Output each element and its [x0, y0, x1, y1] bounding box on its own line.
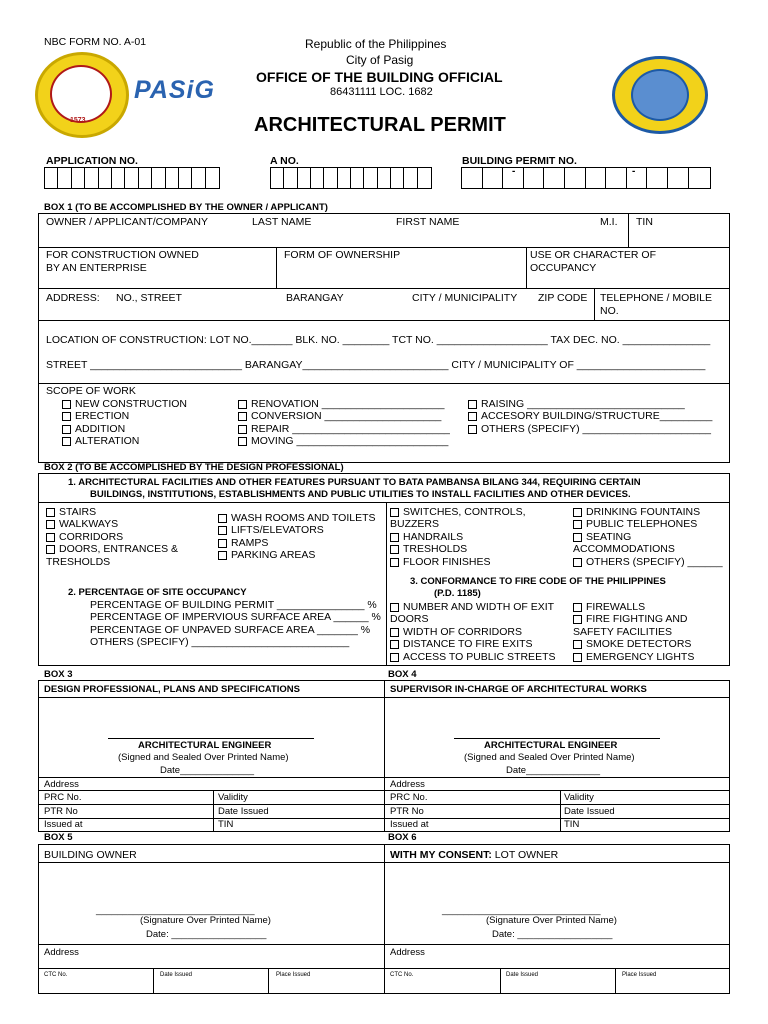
box4-issued-at[interactable]: Issued at — [390, 819, 429, 830]
checkbox-icon — [46, 508, 55, 517]
box5-label: BOX 5 — [44, 832, 73, 843]
city-text: City of Pasig — [346, 53, 414, 67]
enterprise-label-1: FOR CONSTRUCTION OWNED — [46, 249, 199, 261]
pct-unpaved[interactable]: PERCENTAGE OF UNPAVED SURFACE AREA _______ % — [90, 624, 371, 636]
ownership-label: FORM OF OWNERSHIP — [284, 249, 401, 261]
fac-doors[interactable]: DOORS, ENTRANCES & — [46, 543, 178, 555]
fac-parking[interactable]: PARKING AREAS — [218, 549, 315, 561]
fire-fighting[interactable]: FIRE FIGHTING AND — [573, 613, 688, 625]
box6-signature: (Signature Over Printed Name) — [486, 915, 617, 926]
scope-label: SCOPE OF WORK — [46, 385, 136, 397]
checkbox-icon — [390, 508, 399, 517]
checkbox-icon — [573, 558, 582, 567]
checkbox-icon — [390, 653, 399, 662]
building-permit-no-label: BUILDING PERMIT NO. — [462, 155, 577, 167]
form-number: NBC FORM NO. A-01 — [44, 36, 147, 48]
checkbox-icon — [573, 508, 582, 517]
fac-handrails[interactable]: HANDRAILS — [390, 531, 463, 543]
checkbox-icon — [46, 520, 55, 529]
checkbox-icon — [390, 640, 399, 649]
checkbox-icon — [573, 533, 582, 542]
box6-ctc[interactable]: CTC No. — [390, 972, 414, 978]
fire-distance[interactable]: DISTANCE TO FIRE EXITS — [390, 638, 533, 650]
checkbox-icon — [573, 615, 582, 624]
republic-text: Republic of the Philippines — [305, 37, 447, 51]
fire-corridors[interactable]: WIDTH OF CORRIDORS — [390, 626, 522, 638]
box4-date-issued[interactable]: Date Issued — [564, 806, 615, 817]
box4-label: BOX 4 — [388, 669, 417, 680]
box4-ptr[interactable]: PTR No — [390, 806, 424, 817]
box6-signature-line[interactable]: ______________________________ — [442, 905, 601, 916]
box4-date[interactable]: Date______________ — [506, 765, 601, 776]
application-no-field[interactable] — [44, 167, 220, 189]
fac-washrooms[interactable]: WASH ROOMS AND TOILETS — [218, 512, 376, 524]
checkbox-icon — [238, 400, 247, 409]
street-line[interactable]: STREET __________________________ BARANGAY_________________________ CITY / MUNICIPALITY OF ______________________ — [46, 359, 706, 371]
box4-address[interactable]: Address — [390, 779, 425, 790]
box6-date[interactable]: Date: __________________ — [492, 929, 613, 940]
checkbox-icon — [218, 514, 227, 523]
barangay-label: BARANGAY — [286, 292, 344, 304]
checkbox-icon — [390, 545, 399, 554]
fac-walkways[interactable]: WALKWAYS — [46, 518, 118, 530]
box3-label: BOX 3 — [44, 669, 73, 680]
owner-label: OWNER / APPLICANT/COMPANY — [46, 216, 208, 228]
box5-ctc[interactable]: CTC No. — [44, 972, 68, 978]
fac-fountains[interactable]: DRINKING FOUNTAINS — [573, 506, 700, 518]
checkbox-icon — [468, 425, 477, 434]
checkbox-icon — [218, 526, 227, 535]
building-official-seal — [612, 56, 708, 134]
fire-firewalls[interactable]: FIREWALLS — [573, 601, 645, 613]
box3-signed: (Signed and Sealed Over Printed Name) — [118, 752, 289, 763]
scope-addition[interactable]: ADDITION — [62, 423, 125, 435]
a-no-label: A NO. — [270, 155, 299, 167]
box6-place-issued[interactable]: Place Issued — [622, 972, 657, 978]
box3-ptr[interactable]: PTR No — [44, 806, 78, 817]
enterprise-label-2: BY AN ENTERPRISE — [46, 262, 147, 274]
scope-renovation[interactable]: RENOVATION _____________________ — [238, 398, 444, 410]
pasig-logo: PASiG — [134, 76, 215, 104]
permit-dash-2: - — [632, 166, 636, 177]
box3-validity[interactable]: Validity — [218, 792, 248, 803]
box5-place-issued[interactable]: Place Issued — [276, 972, 311, 978]
box3-issued-at[interactable]: Issued at — [44, 819, 83, 830]
box5-date[interactable]: Date: __________________ — [146, 929, 267, 940]
box2-heading: BOX 2 (TO BE ACCOMPLISHED BY THE DESIGN PROFESSIONAL) — [44, 462, 344, 473]
scope-accessory[interactable]: ACCESORY BUILDING/STRUCTURE_________ — [468, 410, 712, 422]
fac-floor-finishes[interactable]: FLOOR FINISHES — [390, 556, 491, 568]
fire-fighting-cont: SAFETY FACILITIES — [573, 626, 673, 638]
box6-address[interactable]: Address — [390, 947, 425, 958]
item3-heading-1: 3. CONFORMANCE TO FIRE CODE OF THE PHILIPPINES — [410, 576, 666, 587]
pct-impervious[interactable]: PERCENTAGE OF IMPERVIOUS SURFACE AREA ______ % — [90, 611, 381, 623]
mi-label: M.I. — [600, 216, 618, 228]
city-label: CITY / MUNICIPALITY — [412, 292, 518, 304]
box6-heading: WITH MY CONSENT: LOT OWNER — [390, 849, 559, 861]
office-phone: 86431111 LOC. 1682 — [330, 86, 433, 98]
box4-heading: SUPERVISOR IN-CHARGE OF ARCHITECTURAL WORKS — [390, 684, 647, 695]
scope-conversion[interactable]: CONVERSION ____________________ — [238, 410, 441, 422]
fac-doors-cont: TRESHOLDS — [46, 556, 111, 568]
box4-tin[interactable]: TIN — [564, 819, 580, 830]
fac-tresholds[interactable]: TRESHOLDS — [390, 543, 467, 555]
pct-building-permit[interactable]: PERCENTAGE OF BUILDING PERMIT _______________ % — [90, 599, 377, 611]
checkbox-icon — [573, 603, 582, 612]
fac-switches-cont: BUZZERS — [390, 518, 440, 530]
use-label-2: OCCUPANCY — [530, 262, 597, 274]
box4-prc[interactable]: PRC No. — [390, 792, 428, 803]
checkbox-icon — [62, 437, 71, 446]
last-name-label: LAST NAME — [252, 216, 312, 228]
fac-seating-cont: ACCOMMODATIONS — [573, 543, 675, 555]
checkbox-icon — [573, 653, 582, 662]
checkbox-icon — [238, 437, 247, 446]
scope-raising[interactable]: RAISING ___________________________ — [468, 398, 685, 410]
permit-dash-1: - — [512, 166, 516, 177]
checkbox-icon — [468, 412, 477, 421]
box5-address[interactable]: Address — [44, 947, 79, 958]
checkbox-icon — [62, 425, 71, 434]
scope-others[interactable]: OTHERS (SPECIFY) ______________________ — [468, 423, 711, 435]
fac-corridors[interactable]: CORRIDORS — [46, 531, 123, 543]
no-street-label: NO., STREET — [116, 292, 182, 304]
fac-seating[interactable]: SEATING — [573, 531, 631, 543]
fac-switches[interactable]: SWITCHES, CONTROLS, — [390, 506, 526, 518]
fac-telephones[interactable]: PUBLIC TELEPHONES — [573, 518, 697, 530]
box4-engineer: ARCHITECTURAL ENGINEER — [484, 740, 618, 751]
checkbox-icon — [390, 603, 399, 612]
item3-heading-2: (P.D. 1185) — [434, 588, 481, 599]
checkbox-icon — [390, 628, 399, 637]
a-no-field[interactable] — [270, 167, 432, 189]
box5-heading: BUILDING OWNER — [44, 849, 137, 861]
checkbox-icon — [218, 539, 227, 548]
box3-address[interactable]: Address — [44, 779, 79, 790]
first-name-label: FIRST NAME — [396, 216, 460, 228]
box1-heading: BOX 1 (TO BE ACCOMPLISHED BY THE OWNER / APPLICANT) — [44, 202, 328, 213]
scope-erection[interactable]: ERECTION — [62, 410, 129, 422]
box3-tin[interactable]: TIN — [218, 819, 234, 830]
fac-ramps[interactable]: RAMPS — [218, 537, 268, 549]
checkbox-icon — [238, 425, 247, 434]
item1-text-2: BUILDINGS, INSTITUTIONS, ESTABLISHMENTS AND PUBLIC UTILITIES TO INSTALL FACILITIES AND OTHER DEVICES. — [90, 489, 631, 500]
scope-alteration[interactable]: ALTERATION — [62, 435, 139, 447]
checkbox-icon — [573, 520, 582, 529]
fire-exit-doors-cont: DOORS — [390, 613, 429, 625]
box3-engineer: ARCHITECTURAL ENGINEER — [138, 740, 272, 751]
fac-lifts[interactable]: LIFTS/ELEVATORS — [218, 524, 324, 536]
box4-validity[interactable]: Validity — [564, 792, 594, 803]
building-permit-no-field[interactable] — [461, 167, 711, 189]
checkbox-icon — [390, 533, 399, 542]
scope-moving[interactable]: MOVING __________________________ — [238, 435, 448, 447]
scope-new-construction[interactable]: NEW CONSTRUCTION — [62, 398, 187, 410]
item2-heading: 2. PERCENTAGE OF SITE OCCUPANCY — [68, 587, 247, 598]
address-label: ADDRESS: — [46, 292, 100, 304]
fire-exit-doors[interactable]: NUMBER AND WIDTH OF EXIT — [390, 601, 554, 613]
checkbox-icon — [238, 412, 247, 421]
zip-label: ZIP CODE — [538, 292, 588, 304]
pct-others[interactable]: OTHERS (SPECIFY) ___________________________ — [90, 636, 350, 648]
fac-others[interactable]: OTHERS (SPECIFY) ______ — [573, 556, 723, 568]
location-line[interactable]: LOCATION OF CONSTRUCTION: LOT NO._______ BLK. NO. ________ TCT NO. ___________________ TAX DEC. NO. _______________ — [46, 334, 711, 346]
box5-date-issued[interactable]: Date Issued — [160, 972, 193, 978]
office-title: OFFICE OF THE BUILDING OFFICIAL — [256, 69, 503, 85]
application-no-label: APPLICATION NO. — [46, 155, 138, 167]
checkbox-icon — [218, 551, 227, 560]
use-label-1: USE OR CHARACTER OF — [530, 249, 657, 261]
box3-prc[interactable]: PRC No. — [44, 792, 82, 803]
pasig-seal-logo: 1573 — [35, 52, 129, 138]
box6-date-issued[interactable]: Date Issued — [506, 972, 539, 978]
box4-signed: (Signed and Sealed Over Printed Name) — [464, 752, 635, 763]
checkbox-icon — [46, 545, 55, 554]
scope-repair[interactable]: REPAIR ___________________________ — [238, 423, 450, 435]
checkbox-icon — [390, 558, 399, 567]
fac-stairs[interactable]: STAIRS — [46, 506, 96, 518]
tel-label-2: NO. — [600, 305, 619, 317]
checkbox-icon — [62, 400, 71, 409]
checkbox-icon — [573, 640, 582, 649]
fire-smoke[interactable]: SMOKE DETECTORS — [573, 638, 691, 650]
box5-signature-line[interactable]: ______________________________ — [96, 905, 255, 916]
checkbox-icon — [468, 400, 477, 409]
box5-signature: (Signature Over Printed Name) — [140, 915, 271, 926]
fire-emergency[interactable]: EMERGENCY LIGHTS — [573, 651, 694, 663]
page-title: ARCHITECTURAL PERMIT — [254, 114, 506, 136]
tin-label: TIN — [636, 216, 653, 228]
checkbox-icon — [46, 533, 55, 542]
box6-label: BOX 6 — [388, 832, 417, 843]
checkbox-icon — [62, 412, 71, 421]
fire-access[interactable]: ACCESS TO PUBLIC STREETS — [390, 651, 556, 663]
box3-date[interactable]: Date______________ — [160, 765, 255, 776]
item1-text-1: 1. ARCHITECTURAL FACILITIES AND OTHER FEATURES PURSUANT TO BATA PAMBANSA BILANG 344, REQUIRING CERTAIN — [68, 477, 641, 488]
box3-date-issued[interactable]: Date Issued — [218, 806, 269, 817]
box3-heading: DESIGN PROFESSIONAL, PLANS AND SPECIFICATIONS — [44, 684, 300, 695]
tel-label-1: TELEPHONE / MOBILE — [600, 292, 713, 304]
